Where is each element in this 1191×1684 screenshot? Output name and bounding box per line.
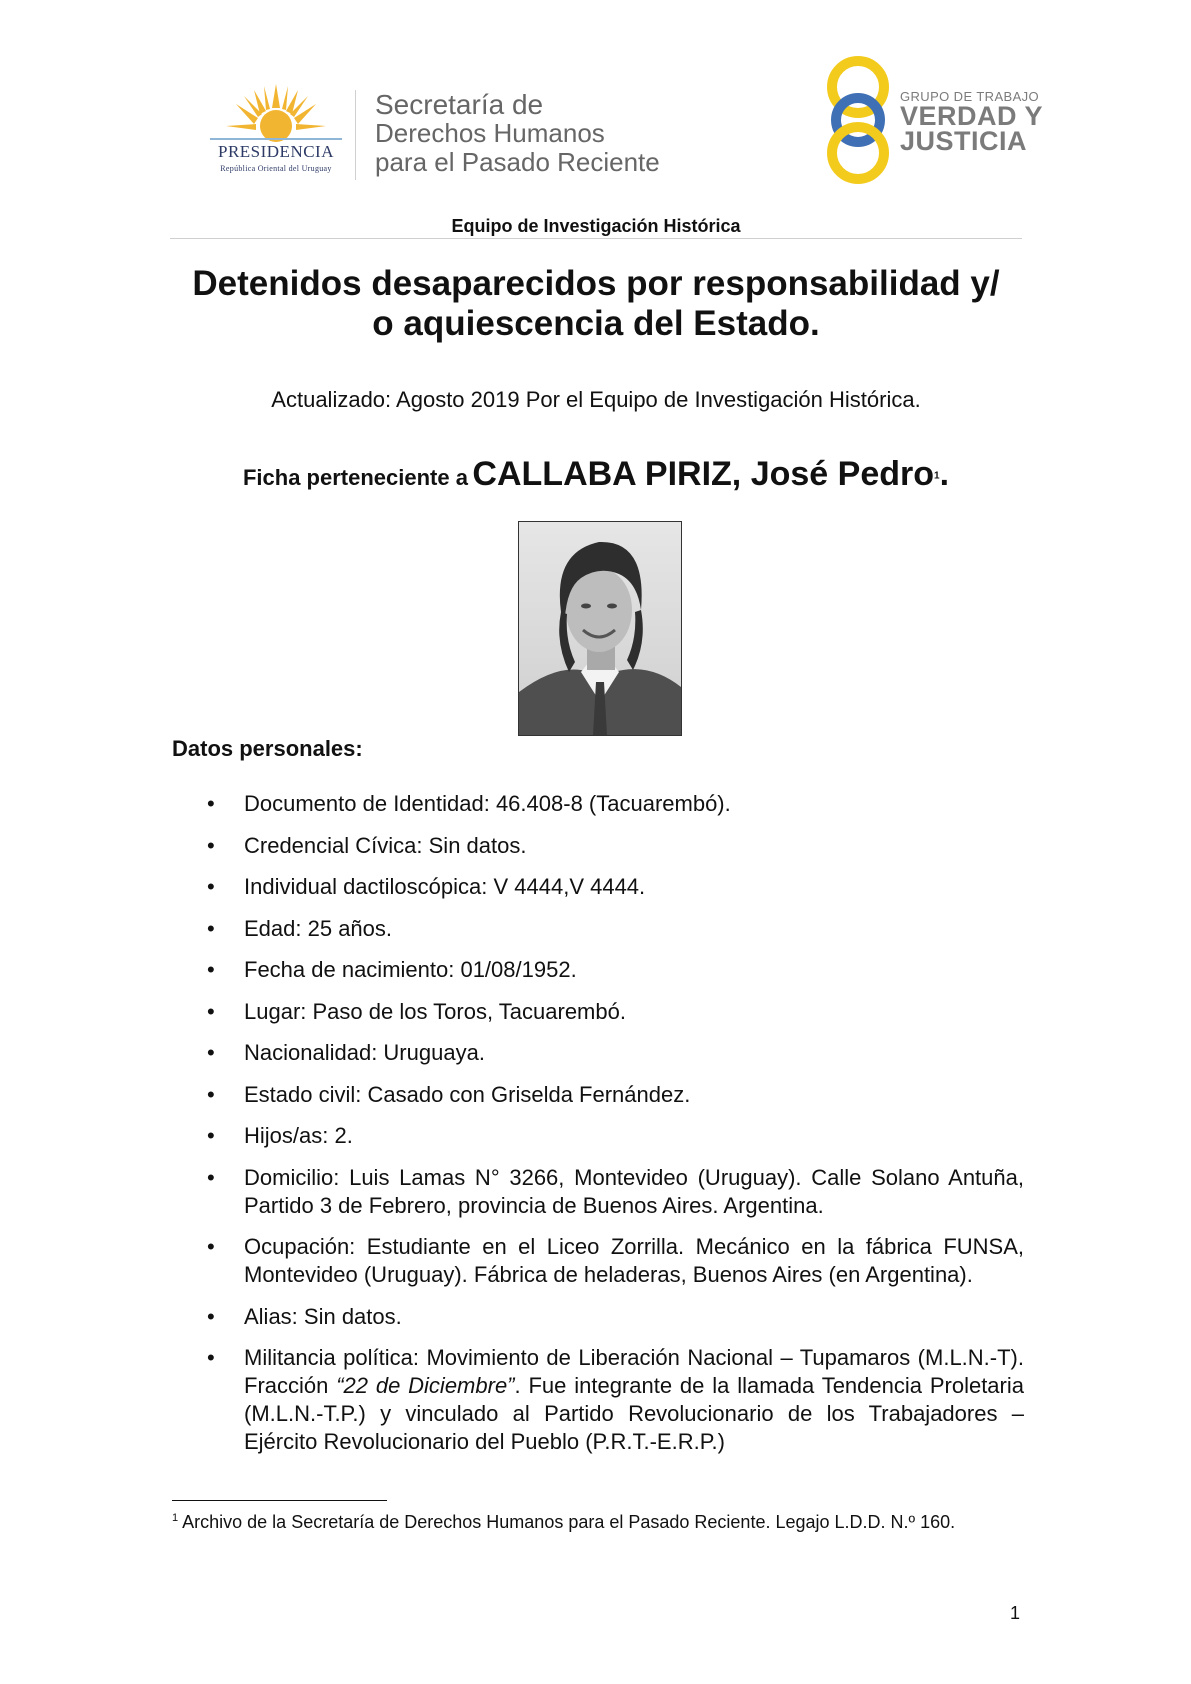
militancia-text-1: Militancia política: Movimiento de Liberación Nacional – Tupamaros (M.L.N.-T). Fracción	[244, 1345, 1024, 1398]
list-item: • Estado civil: Casado con Griselda Fernández.	[172, 1081, 1024, 1109]
portrait-image	[519, 522, 681, 735]
verdad-justicia-text	[900, 89, 1050, 154]
section-heading-datos: Datos personales:	[172, 736, 363, 761]
list-item: • Edad: 25 años.	[172, 915, 1024, 943]
list-item: • Domicilio: Luis Lamas N° 3266, Montevideo (Uruguay). Calle Solano Antuña, Partido 3 de Febrero, provincia de Buenos Aires. Argentina.	[172, 1164, 1024, 1220]
list-item: • Lugar: Paso de los Toros, Tacuarembó.	[172, 998, 1024, 1026]
militancia-fraccion: “22 de Diciembre”	[336, 1373, 515, 1398]
personal-data-list	[172, 790, 1024, 1470]
list-item: • Documento de Identidad: 46.408-8 (Tacuarembó).	[172, 790, 1024, 818]
ficha-end: .	[939, 455, 950, 493]
list-item: • Individual dactiloscópica: V 4444,V 4444.	[172, 873, 1024, 901]
list-item: • Hijos/as: 2.	[172, 1122, 1024, 1150]
logo-divider	[355, 90, 356, 180]
grupo-line3: JUSTICIA	[900, 126, 1028, 156]
footnote-text: Archivo de la Secretaría de Derechos Humanos para el Pasado Reciente. Legajo L.D.D. N.º 160.	[178, 1512, 956, 1532]
document-title-line1: Detenidos desaparecidos por responsabilidad y/	[192, 264, 1000, 303]
list-item: • Fecha de nacimiento: 01/08/1952.	[172, 956, 1024, 984]
footnote	[172, 1506, 1026, 1534]
verdad-justicia-logo	[820, 55, 1044, 185]
secretaria-line2: Derechos Humanos	[375, 118, 605, 148]
person-name: CALLABA PIRIZ, José Pedro	[472, 455, 934, 493]
team-label: Equipo de Investigación Histórica	[451, 216, 741, 236]
secretaria-line3: para el Pasado Reciente	[375, 147, 660, 177]
militancia-text-2: . Fue integrante de la llamada Tendencia Proletaria (M.L.N.-T.P.) y vinculado al Partido Revolucionario de los Trabajadores – Ejército Revolucionario del Pueblo (P.R.T.-E.R.P.)	[244, 1373, 1024, 1454]
document-title-line2: o aquiescencia del Estado.	[372, 304, 820, 343]
updated-note: Actualizado: Agosto 2019 Por el Equipo de Investigación Histórica.	[271, 387, 921, 412]
list-item-militancia	[172, 1344, 1024, 1456]
grupo-line1: GRUPO DE TRABAJO	[900, 89, 1040, 104]
linked-rings-icon	[820, 55, 900, 185]
list-item: • Alias: Sin datos.	[172, 1303, 1024, 1331]
footnote-number: 1	[172, 1512, 179, 1524]
list-item: • Nacionalidad: Uruguaya.	[172, 1039, 1024, 1067]
footnote-rule	[172, 1500, 387, 1501]
secretaria-logo	[375, 90, 715, 177]
document-title	[170, 264, 1022, 344]
presidencia-logo	[196, 80, 356, 180]
portrait-photo	[518, 521, 682, 736]
presidencia-subtitle: República Oriental del Uruguay	[220, 164, 332, 173]
presidencia-name: PRESIDENCIA	[217, 142, 334, 161]
header-rule	[170, 238, 1022, 239]
footnote-ref: 1	[934, 470, 940, 482]
grupo-line2: VERDAD Y	[900, 101, 1044, 131]
secretaria-line1: Secretaría de	[375, 89, 544, 120]
ficha-heading	[170, 455, 1022, 494]
list-item: • Credencial Cívica: Sin datos.	[172, 832, 1024, 860]
ficha-prefix: Ficha perteneciente a	[242, 465, 468, 490]
sun-emblem-icon	[196, 80, 356, 142]
list-item: • Ocupación: Estudiante en el Liceo Zorrilla. Mecánico en la fábrica FUNSA, Montevideo (Uruguay). Fábrica de heladeras, Buenos Aires (en Argentina).	[172, 1233, 1024, 1289]
page-number: 1	[1010, 1603, 1021, 1623]
